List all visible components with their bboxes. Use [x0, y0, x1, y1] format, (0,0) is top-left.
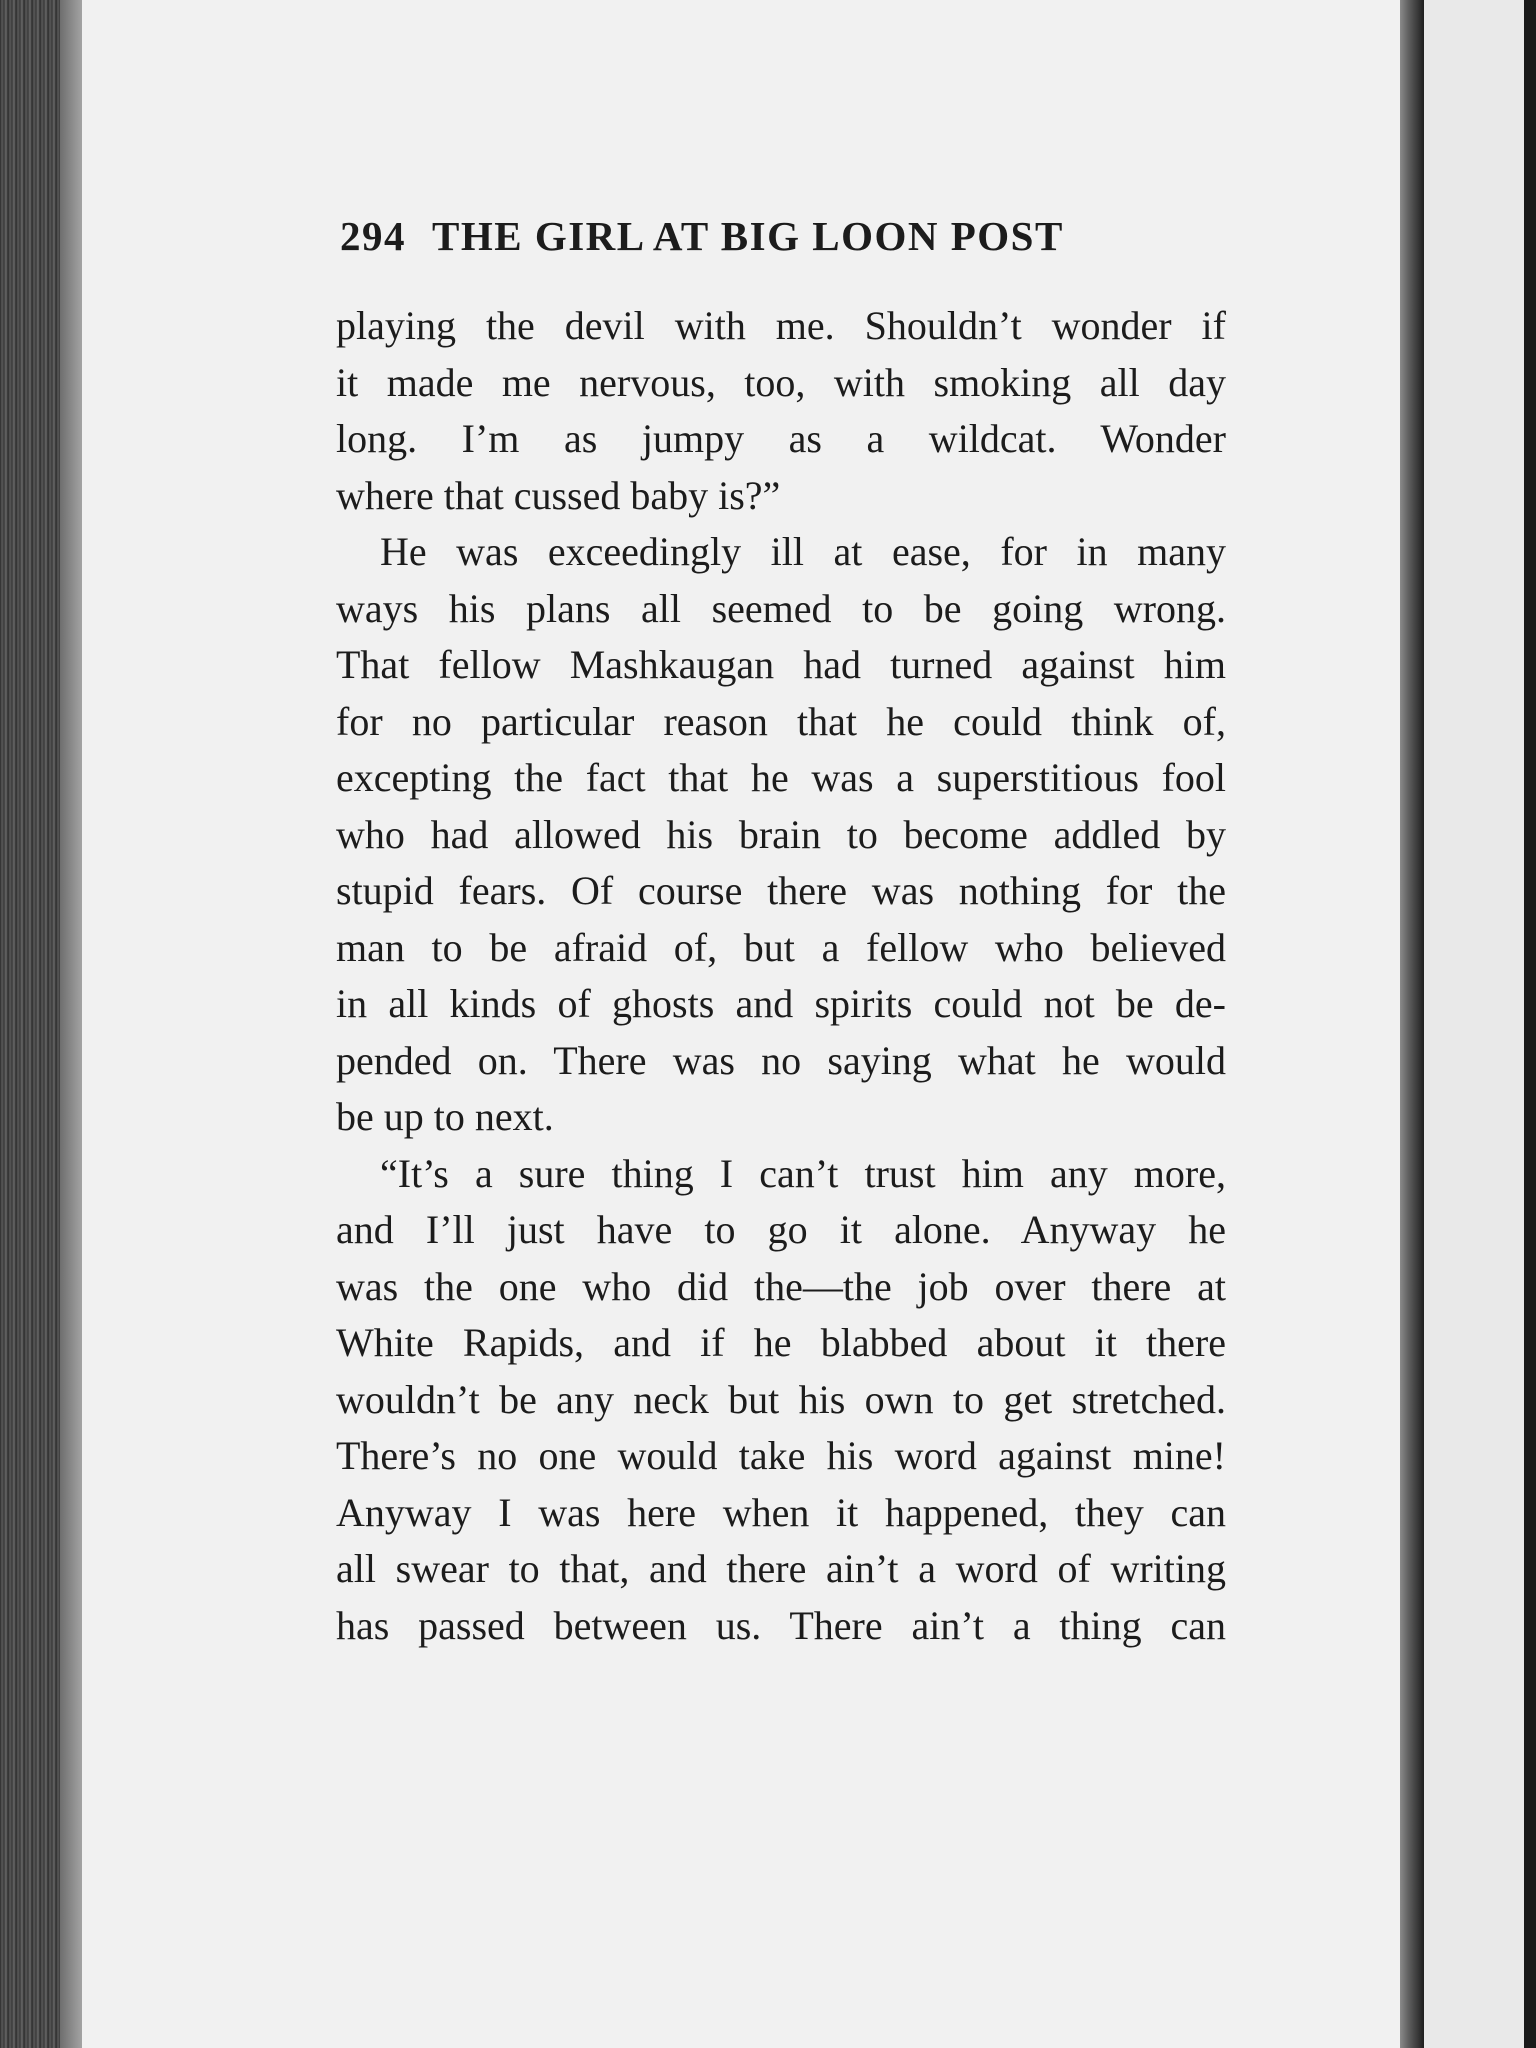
text-line: White Rapids, and if he blabbed about it there: [336, 1320, 1226, 1365]
text-line: be up to next.: [336, 1094, 554, 1139]
text-line: long. I’m as jumpy as a wildcat. Wonder: [336, 416, 1226, 461]
text-line: where that cussed baby is?”: [336, 472, 781, 518]
text-line: and I’ll just have to go it alone. Anyway he: [336, 1207, 1226, 1252]
text-line: Anyway I was here when it happened, they can: [336, 1489, 1226, 1535]
facing-page-edge: [1424, 0, 1524, 2048]
text-line: for no particular reason that he could think of,: [336, 698, 1226, 744]
text-line: in all kinds of ghosts and spirits could not be de-: [336, 981, 1226, 1026]
running-title: THE GIRL AT BIG LOON POST: [432, 213, 1064, 259]
body-text: [336, 298, 1226, 1654]
text-line: There’s no one would take his word against mine!: [336, 1433, 1226, 1478]
scan-border: [1524, 0, 1536, 2048]
text-line: was the one who did the—the job over there at: [336, 1263, 1226, 1309]
page-number: 294: [340, 213, 406, 259]
text-line: it made me nervous, too, with smoking all day: [336, 359, 1226, 405]
text-line: all swear to that, and there ain’t a word of writing: [336, 1546, 1226, 1591]
text-line: wouldn’t be any neck but his own to get stretched.: [336, 1376, 1226, 1422]
text-line: excepting the fact that he was a superstitious fool: [336, 755, 1226, 800]
book-gutter: [1400, 0, 1424, 2048]
text-line: ways his plans all seemed to be going wrong.: [336, 585, 1226, 631]
text-line: “It’s a sure thing I can’t trust him any more,: [380, 1150, 1226, 1196]
text-line: who had allowed his brain to become addled by: [336, 811, 1226, 857]
text-line: That fellow Mashkaugan had turned against him: [336, 642, 1226, 687]
text-line: has passed between us. There ain’t a thing can: [336, 1602, 1226, 1648]
text-line: stupid fears. Of course there was nothing for the: [336, 868, 1226, 913]
text-line: playing the devil with me. Shouldn’t wonder if: [336, 303, 1226, 348]
text-line: pended on. There was no saying what he would: [336, 1037, 1226, 1083]
text-line: He was exceedingly ill at ease, for in many: [380, 529, 1226, 574]
running-head: [340, 212, 1240, 260]
text-line: man to be afraid of, but a fellow who believed: [336, 924, 1226, 970]
